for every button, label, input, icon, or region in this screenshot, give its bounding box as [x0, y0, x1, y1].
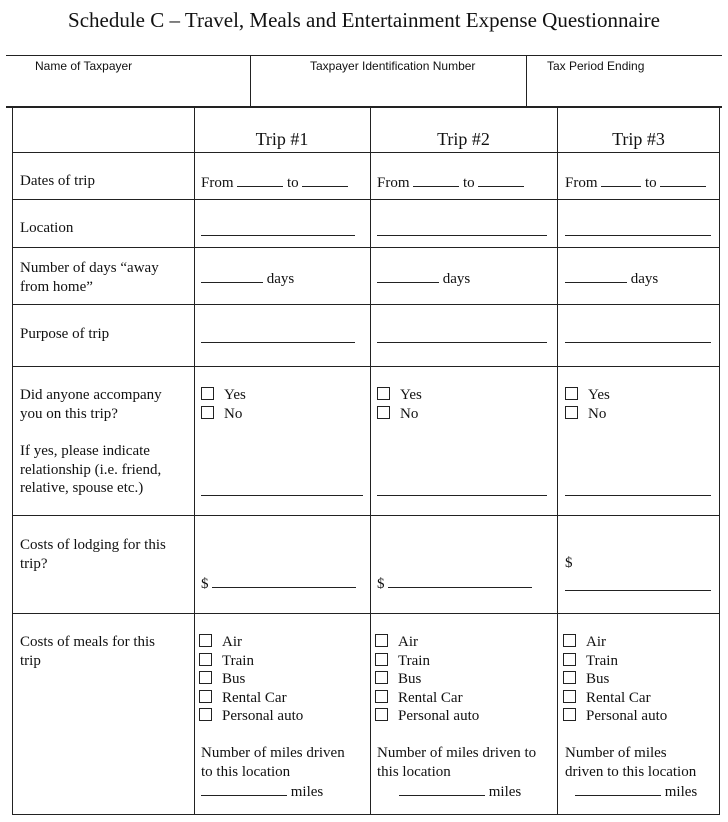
personal-auto-label: Personal auto	[222, 708, 304, 724]
checkbox[interactable]	[199, 634, 212, 647]
yes-label: Yes	[224, 387, 246, 403]
to-label: to	[463, 175, 475, 191]
days-blank[interactable]	[377, 268, 439, 283]
relationship-label-line: relative, spouse etc.)	[20, 480, 144, 496]
days-label: days	[266, 271, 295, 287]
transport-option[interactable]	[199, 633, 303, 652]
transport-option[interactable]	[563, 670, 667, 689]
location-label: Location	[20, 220, 74, 236]
accompany-label	[20, 386, 162, 423]
meals-label-line: trip	[20, 652, 41, 669]
trip-1-miles-label	[201, 744, 345, 781]
trip-3-days-field[interactable]	[565, 268, 658, 289]
miles-blank[interactable]	[575, 781, 661, 796]
days-label: days	[442, 271, 471, 287]
relationship-label-line: If yes, please indicate	[20, 443, 150, 459]
trip-2-miles-field[interactable]	[399, 781, 521, 802]
accompany-label-line: you on this trip?	[20, 405, 118, 422]
checkbox[interactable]	[201, 406, 214, 419]
miles-unit: miles	[664, 784, 698, 800]
trip-1-location-field[interactable]	[201, 221, 355, 236]
personal-auto-label: Personal auto	[586, 708, 668, 724]
no-label: No	[400, 405, 419, 422]
transport-option[interactable]	[199, 707, 303, 726]
from-label: From	[565, 175, 598, 191]
row-divider	[13, 247, 719, 248]
trip-2-miles-label	[377, 744, 536, 781]
row-divider	[13, 199, 719, 200]
checkbox[interactable]	[199, 690, 212, 703]
trip-2-header: Trip #2	[437, 129, 490, 149]
miles-blank[interactable]	[201, 781, 287, 796]
bus-label: Bus	[222, 671, 246, 687]
checkbox[interactable]	[563, 671, 576, 684]
air-label: Air	[398, 634, 418, 650]
trip-3-miles-field[interactable]	[575, 781, 697, 802]
trip-3-header: Trip #3	[612, 129, 665, 149]
transport-option[interactable]	[563, 633, 667, 652]
transport-option[interactable]	[563, 707, 667, 726]
air-label: Air	[586, 634, 606, 650]
questionnaire-table	[12, 107, 720, 815]
checkbox[interactable]	[563, 690, 576, 703]
row-divider	[13, 152, 719, 153]
train-label: Train	[222, 652, 254, 669]
dollar-sign: $	[565, 555, 573, 571]
transport-option[interactable]	[375, 670, 479, 689]
accompany-label-line: Did anyone accompany	[20, 387, 162, 403]
days-blank[interactable]	[565, 268, 627, 283]
lodging-blank[interactable]	[212, 573, 356, 588]
train-label: Train	[398, 652, 430, 669]
miles-label-line: Number of miles driven to	[377, 745, 537, 761]
checkbox[interactable]	[199, 708, 212, 721]
transport-option[interactable]	[375, 707, 479, 726]
checkbox[interactable]	[375, 708, 388, 721]
purpose-label: Purpose of trip	[20, 326, 110, 342]
to-date-blank[interactable]	[660, 172, 706, 187]
column-divider	[557, 108, 558, 814]
miles-label-line: driven to this location	[565, 763, 697, 780]
tin-label: Taxpayer Identification Number	[310, 59, 476, 73]
transport-option[interactable]	[199, 652, 303, 671]
trip-3-lodging-field[interactable]	[565, 554, 573, 573]
trip-3-miles-label	[565, 744, 696, 781]
trip-2-lodging-field[interactable]	[377, 573, 532, 594]
to-date-blank[interactable]	[478, 172, 524, 187]
to-label: to	[287, 175, 299, 191]
rental-car-label: Rental Car	[398, 689, 463, 706]
train-label: Train	[586, 652, 618, 669]
air-label: Air	[222, 634, 242, 650]
trip-1-dates-field[interactable]	[201, 172, 348, 193]
row-divider	[13, 304, 719, 305]
transport-option[interactable]	[375, 689, 479, 708]
checkbox[interactable]	[377, 406, 390, 419]
rental-car-label: Rental Car	[586, 689, 651, 706]
header-divider	[526, 56, 527, 106]
no-option[interactable]	[377, 405, 422, 424]
checkbox[interactable]	[565, 387, 578, 400]
dates-of-trip-label: Dates of trip	[20, 173, 95, 189]
form-title: Schedule C – Travel, Meals and Entertainment Expense Questionnaire	[68, 8, 660, 32]
no-option[interactable]	[565, 405, 610, 424]
row-divider	[13, 613, 719, 614]
trip-1-days-field[interactable]	[201, 268, 294, 289]
trip-1-lodging-field[interactable]	[201, 573, 356, 594]
checkbox[interactable]	[375, 690, 388, 703]
relationship-label	[20, 442, 161, 498]
tax-period-label: Tax Period Ending	[547, 59, 645, 73]
transport-option[interactable]	[375, 652, 479, 671]
trip-2-accompany-options	[377, 386, 422, 423]
trip-2-dates-field[interactable]	[377, 172, 524, 193]
column-divider	[194, 108, 195, 814]
transport-option[interactable]	[199, 689, 303, 708]
checkbox[interactable]	[199, 671, 212, 684]
days-away-label-line: Number of days “away	[20, 260, 159, 276]
days-blank[interactable]	[201, 268, 263, 283]
lodging-label	[20, 536, 166, 573]
trip-2-transport-options	[375, 633, 479, 726]
miles-label-line: Number of miles driven	[201, 745, 345, 761]
dollar-sign: $	[377, 576, 385, 592]
transport-option[interactable]	[563, 652, 667, 671]
from-label: From	[377, 175, 410, 191]
from-date-blank[interactable]	[601, 172, 641, 187]
trip-2-location-field[interactable]	[377, 221, 547, 236]
lodging-label-line: trip?	[20, 555, 48, 572]
trip-1-purpose-field[interactable]	[201, 328, 355, 343]
to-date-blank[interactable]	[302, 172, 348, 187]
relationship-label-line: relationship (i.e. friend,	[20, 461, 162, 478]
days-label: days	[630, 271, 659, 287]
trip-2-relationship-field[interactable]	[377, 481, 547, 496]
yes-label: Yes	[588, 387, 610, 403]
dollar-sign: $	[201, 576, 209, 592]
trip-1-header: Trip #1	[255, 129, 309, 149]
trip-3-purpose-field[interactable]	[565, 328, 711, 343]
miles-unit: miles	[290, 784, 324, 800]
from-date-blank[interactable]	[413, 172, 459, 187]
transport-option[interactable]	[563, 689, 667, 708]
checkbox[interactable]	[375, 634, 388, 647]
miles-blank[interactable]	[399, 781, 485, 796]
checkbox[interactable]	[377, 387, 390, 400]
days-away-label	[20, 259, 159, 296]
yes-option[interactable]	[377, 386, 422, 405]
to-label: to	[645, 175, 657, 191]
days-away-label-line: from home”	[20, 278, 93, 295]
transport-option[interactable]	[375, 633, 479, 652]
checkbox[interactable]	[563, 708, 576, 721]
checkbox[interactable]	[565, 406, 578, 419]
trip-3-lodging-blank[interactable]	[565, 576, 711, 591]
yes-option[interactable]	[565, 386, 610, 405]
header-divider	[250, 56, 251, 106]
lodging-blank[interactable]	[388, 573, 532, 588]
trip-2-days-field[interactable]	[377, 268, 470, 289]
column-divider	[370, 108, 371, 814]
trip-1-accompany-options	[201, 386, 246, 423]
bus-label: Bus	[586, 671, 610, 687]
no-option[interactable]	[201, 405, 246, 424]
row-divider	[13, 366, 719, 367]
rental-car-label: Rental Car	[222, 689, 287, 706]
meals-label	[20, 633, 155, 670]
taxpayer-header	[6, 55, 722, 108]
trip-1-transport-options	[199, 633, 303, 726]
row-divider	[13, 515, 719, 516]
bus-label: Bus	[398, 671, 422, 687]
trip-1-miles-field[interactable]	[201, 781, 323, 802]
transport-option[interactable]	[199, 670, 303, 689]
trip-3-relationship-field[interactable]	[565, 481, 711, 496]
miles-label-line: this location	[377, 763, 451, 780]
from-label: From	[201, 175, 234, 191]
yes-label: Yes	[400, 387, 422, 403]
checkbox[interactable]	[563, 653, 576, 666]
trip-3-dates-field[interactable]	[565, 172, 706, 193]
trip-3-transport-options	[563, 633, 667, 726]
yes-option[interactable]	[201, 386, 246, 405]
miles-label-line: to this location	[201, 763, 291, 780]
miles-unit: miles	[488, 784, 522, 800]
meals-label-line: Costs of meals for this	[20, 634, 155, 650]
personal-auto-label: Personal auto	[398, 708, 480, 724]
checkbox[interactable]	[375, 671, 388, 684]
from-date-blank[interactable]	[237, 172, 283, 187]
no-label: No	[224, 405, 243, 422]
taxpayer-name-label: Name of Taxpayer	[35, 59, 133, 73]
checkbox[interactable]	[563, 634, 576, 647]
checkbox[interactable]	[201, 387, 214, 400]
trip-3-accompany-options	[565, 386, 610, 423]
trip-3-location-field[interactable]	[565, 221, 711, 236]
trip-1-relationship-field[interactable]	[201, 481, 363, 496]
trip-2-purpose-field[interactable]	[377, 328, 547, 343]
no-label: No	[588, 405, 607, 422]
checkbox[interactable]	[199, 653, 212, 666]
miles-label-line: Number of miles	[565, 745, 667, 761]
lodging-label-line: Costs of lodging for this	[20, 537, 166, 553]
checkbox[interactable]	[375, 653, 388, 666]
